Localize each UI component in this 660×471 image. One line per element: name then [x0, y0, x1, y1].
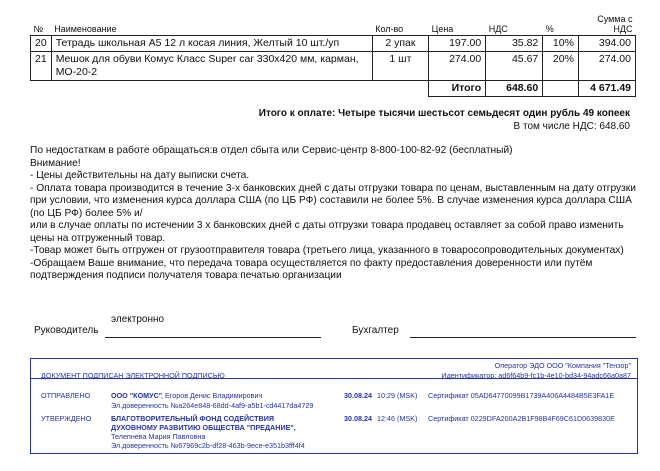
- row-qty: 2 упак: [372, 36, 428, 52]
- stamp-approver-proxy: Эл.доверенность №67969c2b-df28-463b-9ece-e351b3fff4f4: [111, 441, 305, 450]
- electronic-signature-note: электронно: [111, 314, 165, 325]
- accountant-signature-line: [410, 337, 636, 338]
- total-vat: 648.60: [486, 81, 543, 97]
- col-qty: Кол-во: [372, 14, 428, 36]
- head-signature-line: [105, 337, 321, 338]
- total-row: [31, 81, 636, 97]
- stamp-status-approved: УТВЕРЖДЕНО: [41, 414, 92, 423]
- accountant-signature-label: Бухгалтер: [352, 325, 399, 336]
- total-sum: 4 671.49: [578, 81, 635, 97]
- table-row: [31, 52, 636, 81]
- row-num: 21: [31, 52, 52, 81]
- table-row: [31, 36, 636, 52]
- stamp-identifier: Идентификатор: ad6f64b9-fc1b-4e10-bd34-94adc66a0a87: [441, 371, 631, 380]
- row-pct: 10%: [543, 36, 579, 52]
- stamp-sent-time: 10:29 (MSK): [377, 391, 418, 400]
- col-price: Цена: [429, 14, 486, 36]
- col-sum: Сумма с НДС: [578, 14, 635, 36]
- stamp-operator: Оператор ЭДО ООО "Компания "Тензор": [494, 361, 631, 370]
- stamp-approved-date: 30.08.24: [344, 414, 372, 423]
- stamp-sender-cert: Сертификат 05AD64770099B1739A406A4484B5E3FA1E: [428, 391, 615, 400]
- stamp-approver-org-line2: ДУХОВНОМУ РАЗВИТИЮ ОБЩЕСТВА "ПРЕДАНИЕ",: [111, 423, 296, 432]
- stamp-sent-date: 30.08.24: [344, 391, 372, 400]
- notes-block: [30, 145, 636, 283]
- stamp-approver-person: Телепнева Мария Павловна: [111, 432, 206, 441]
- table-header: [31, 14, 636, 36]
- stamp-approver-org-line1: БЛАГОТВОРИТЕЛЬНЫЙ ФОНД СОДЕЙСТВИЯ: [111, 414, 275, 423]
- row-sum: 394.00: [578, 36, 635, 52]
- stamp-title: ДОКУМЕНТ ПОДПИСАН ЭЛЕКТРОННОЙ ПОДПИСЬЮ: [41, 371, 225, 380]
- col-name: Наименование: [51, 14, 372, 36]
- note-line: Внимание!: [30, 157, 81, 169]
- note-line: По недостаткам в работе обращаться:в отдел сбыта или Сервис-центр 8-800-100-82-92 (бесплатный): [30, 145, 513, 156]
- note-line: - Оплата товара производится в течение 3-х банковских дней с даты отгрузки товара по ценам, выставленным на дату отгрузки при условии, что изменения курса доллара США (по ЦБ РФ) составили не более 5%. В случае изменения курса доллара США (по ЦБ РФ) более 5% и/: [30, 182, 636, 219]
- note-line: или в случае оплаты по истечении 3 х банковских дней с даты отгрузки товара продавец оставляет за собой право изменить цены на отгруженный товар.: [30, 220, 624, 244]
- stamp-sender-proxy: Эл.доверенность №a264e848-68dd-4af9-a5b1-cd4417da4729: [111, 401, 314, 410]
- row-num: 20: [31, 36, 52, 52]
- stamp-approved-time: 12:46 (MSK): [377, 414, 418, 423]
- note-line: -Товар может быть отгружен от грузоотправителя товара (третьего лица, указанного в товаросопроводительных документах): [30, 245, 624, 256]
- stamp-approver-cert: Сертификат 0229DFA200A2B1F98B4F69C61D0639830E: [428, 414, 615, 423]
- stamp-sender-person: , Егоров Денис Владимирович: [161, 391, 263, 400]
- row-vat: 35.82: [486, 36, 543, 52]
- note-line: -Обращаем Ваше внимание, что передача товара осуществляется по факту предоставления доверенности или путём подтверждения подписи получателя товара печатью организации: [30, 257, 593, 281]
- stamp-sender-org: ООО "КОМУС": [111, 391, 163, 400]
- row-pct: 20%: [543, 52, 579, 81]
- total-label: Итого: [429, 81, 486, 97]
- vat-included: В том числе НДС: 648.60: [513, 121, 630, 132]
- row-sum: 274.00: [578, 52, 635, 81]
- row-vat: 45.67: [486, 52, 543, 81]
- col-vat: НДС: [486, 14, 543, 36]
- row-price: 274.00: [429, 52, 486, 81]
- row-qty: 1 шт: [372, 52, 428, 81]
- col-pct: %: [543, 14, 579, 36]
- head-signature-label: Руководитель: [34, 325, 99, 336]
- invoice-table: [30, 14, 636, 97]
- col-num: №: [31, 14, 52, 36]
- note-line: - Цены действительны на дату выписки счета.: [30, 170, 250, 181]
- edo-signature-stamp: [30, 358, 638, 454]
- row-name: Мешок для обуви Комус Класс Super car 330x420 мм, карман, МО-20-2: [51, 52, 372, 81]
- stamp-status-sent: ОТПРАВЛЕНО: [41, 391, 91, 400]
- row-price: 197.00: [429, 36, 486, 52]
- stamp-divider: [31, 378, 637, 379]
- amount-in-words: Итого к оплате: Четыре тысячи шестьсот семьдесят один рубль 49 копеек: [258, 108, 630, 119]
- row-name: Тетрадь школьная А5 12 л косая линия, Желтый 10 шт./уп: [51, 36, 372, 52]
